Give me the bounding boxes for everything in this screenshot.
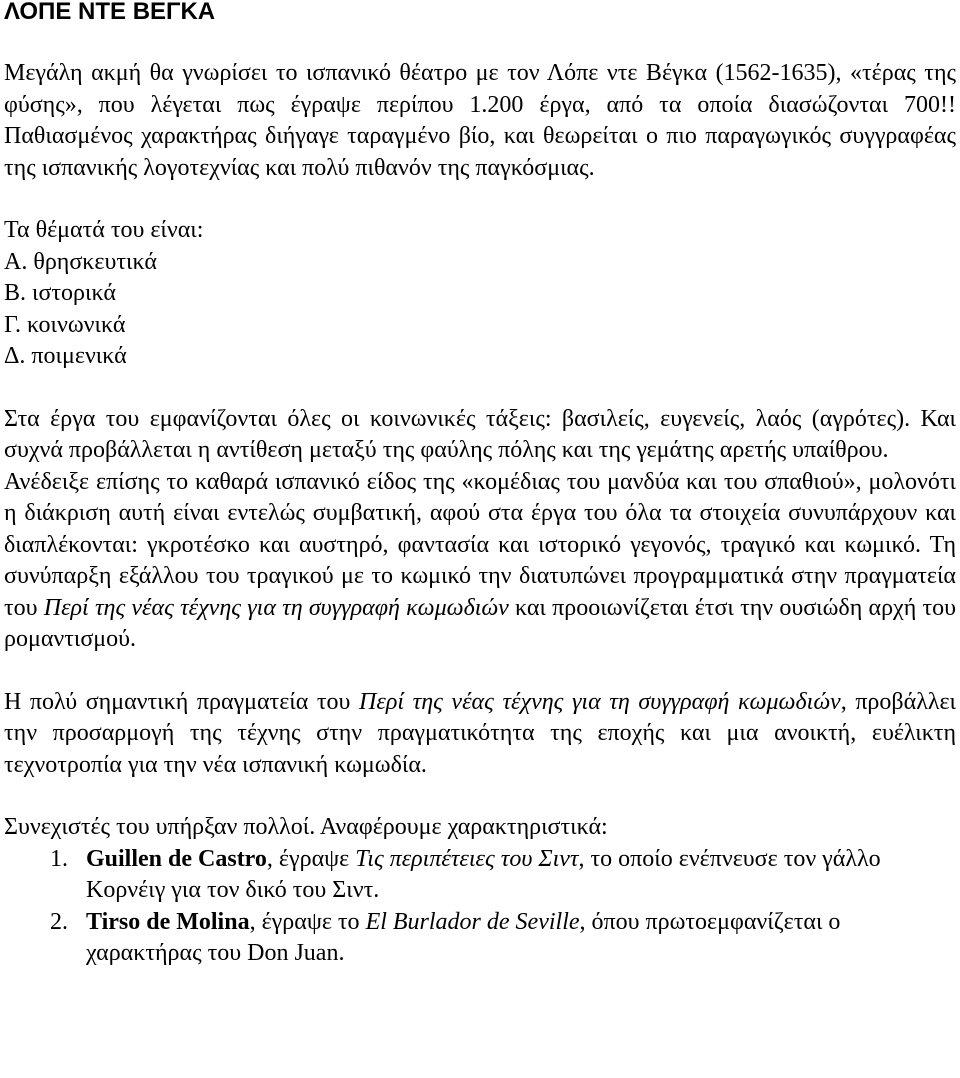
theme-item: Α. θρησκευτικά [4,248,157,275]
treatise-text: Η πολύ σημαντική πραγματεία του [4,688,360,715]
spacer [4,373,956,404]
theme-item: Δ. ποιμενικά [4,343,127,369]
successors-list [4,844,956,970]
treatise-title-italic: Περί της νέας τέχνης για τη συγγραφή κωμωδιών [43,594,509,621]
spacer [4,781,956,812]
spacer [4,656,956,687]
list-item [4,844,956,907]
social-classes-paragraph: Στα έργα του εμφανίζονται όλες οι κοινωνικές τάξεις: βασιλείς, ευγενείς, λαός (αγρότες). Και συχνά προβάλλεται η αντίθεση μεταξύ της φαύλης πόλης και της γεμάτης αρετής υπαίθρου. [4,405,956,463]
treatise-text-end: , προβάλλει την προσαρμογή της τέχνης στην πραγματικότητα της εποχής και μια ανοικτή, ευέλικτη τεχνοτροπία για την νέα ισπανική κωμωδία. [4,688,956,778]
theme-item: Γ. κοινωνικά [4,311,126,338]
list-text: , το οποίο ενέπνευσε τον γάλλο Κορνέιγ για τον δικό του Σιντ. [86,845,881,903]
list-number: 1. [50,845,68,872]
work-title-italic: El Burlador de Seville [365,908,580,935]
page-title: ΛΟΠΕ ΝΤΕ ΒΕΓΚΑ [4,0,216,25]
theme-item: Β. ιστορικά [4,280,116,306]
author-name: Tirso de Molina [86,908,250,935]
list-text: , έγραψε το [249,908,366,935]
author-name: Guillen de Castro [86,845,267,872]
list-text: , όπου πρωτοεμφανίζεται ο χαρακτήρας του Don Juan. [86,908,841,966]
successors-heading: Συνεχιστές του υπήρξαν πολλοί. Αναφέρουμε χαρακτηριστικά: [4,814,608,840]
work-title-italic: Τις περιπέτειες του Σιντ [355,845,579,872]
themes-heading: Τα θέματά του είναι: [4,217,204,243]
list-number: 2. [50,908,68,935]
comedy-text: Ανέδειξε επίσης το καθαρά ισπανικό είδος της «κομέδιας του μανδύα και του σπαθιού», μολονότι η διάκριση αυτή είναι εντελώς συμβατική, αφού στα έργα του όλα τα στοιχεία συνυπάρχουν και διαπλέκονται: γκροτέσκο και αυστηρό, φαντασία και ιστορικό γεγονός, τραγικό και κωμικό. Τη συνύπαρξη εξάλλου του τραγικού με το κωμικό την διατυπώνει προγραμματικά στην πραγματεία του [4,468,956,621]
spacer [4,184,956,215]
treatise-title-italic: Περί της νέας τέχνης για τη συγγραφή κωμωδιών [359,688,841,715]
document-page [4,0,956,970]
comedy-text-end: και προοιωνίζεται έτσι την ουσιώδη αρχή του ρομαντισμού. [4,594,956,652]
list-item [4,907,956,970]
list-text: , έγραψε [266,845,356,872]
intro-paragraph: Μεγάλη ακμή θα γνωρίσει το ισπανικό θέατρο με τον Λόπε ντε Βέγκα (1562-1635), «τέρας της φύσης», που λέγεται πως έγραψε περίπου 1.200 έργα, από τα οποία διασώζονται 700!! Παθιασμένος χαρακτήρας διήγαγε ταραγμένο βίο, και θεωρείται ο πιο παραγωγικός συγγραφέας της ισπανικής λογοτεχνίας και πολύ πιθανόν της παγκόσμιας. [4,60,956,181]
treatise-paragraph [4,687,956,782]
comedy-paragraph [4,467,956,656]
